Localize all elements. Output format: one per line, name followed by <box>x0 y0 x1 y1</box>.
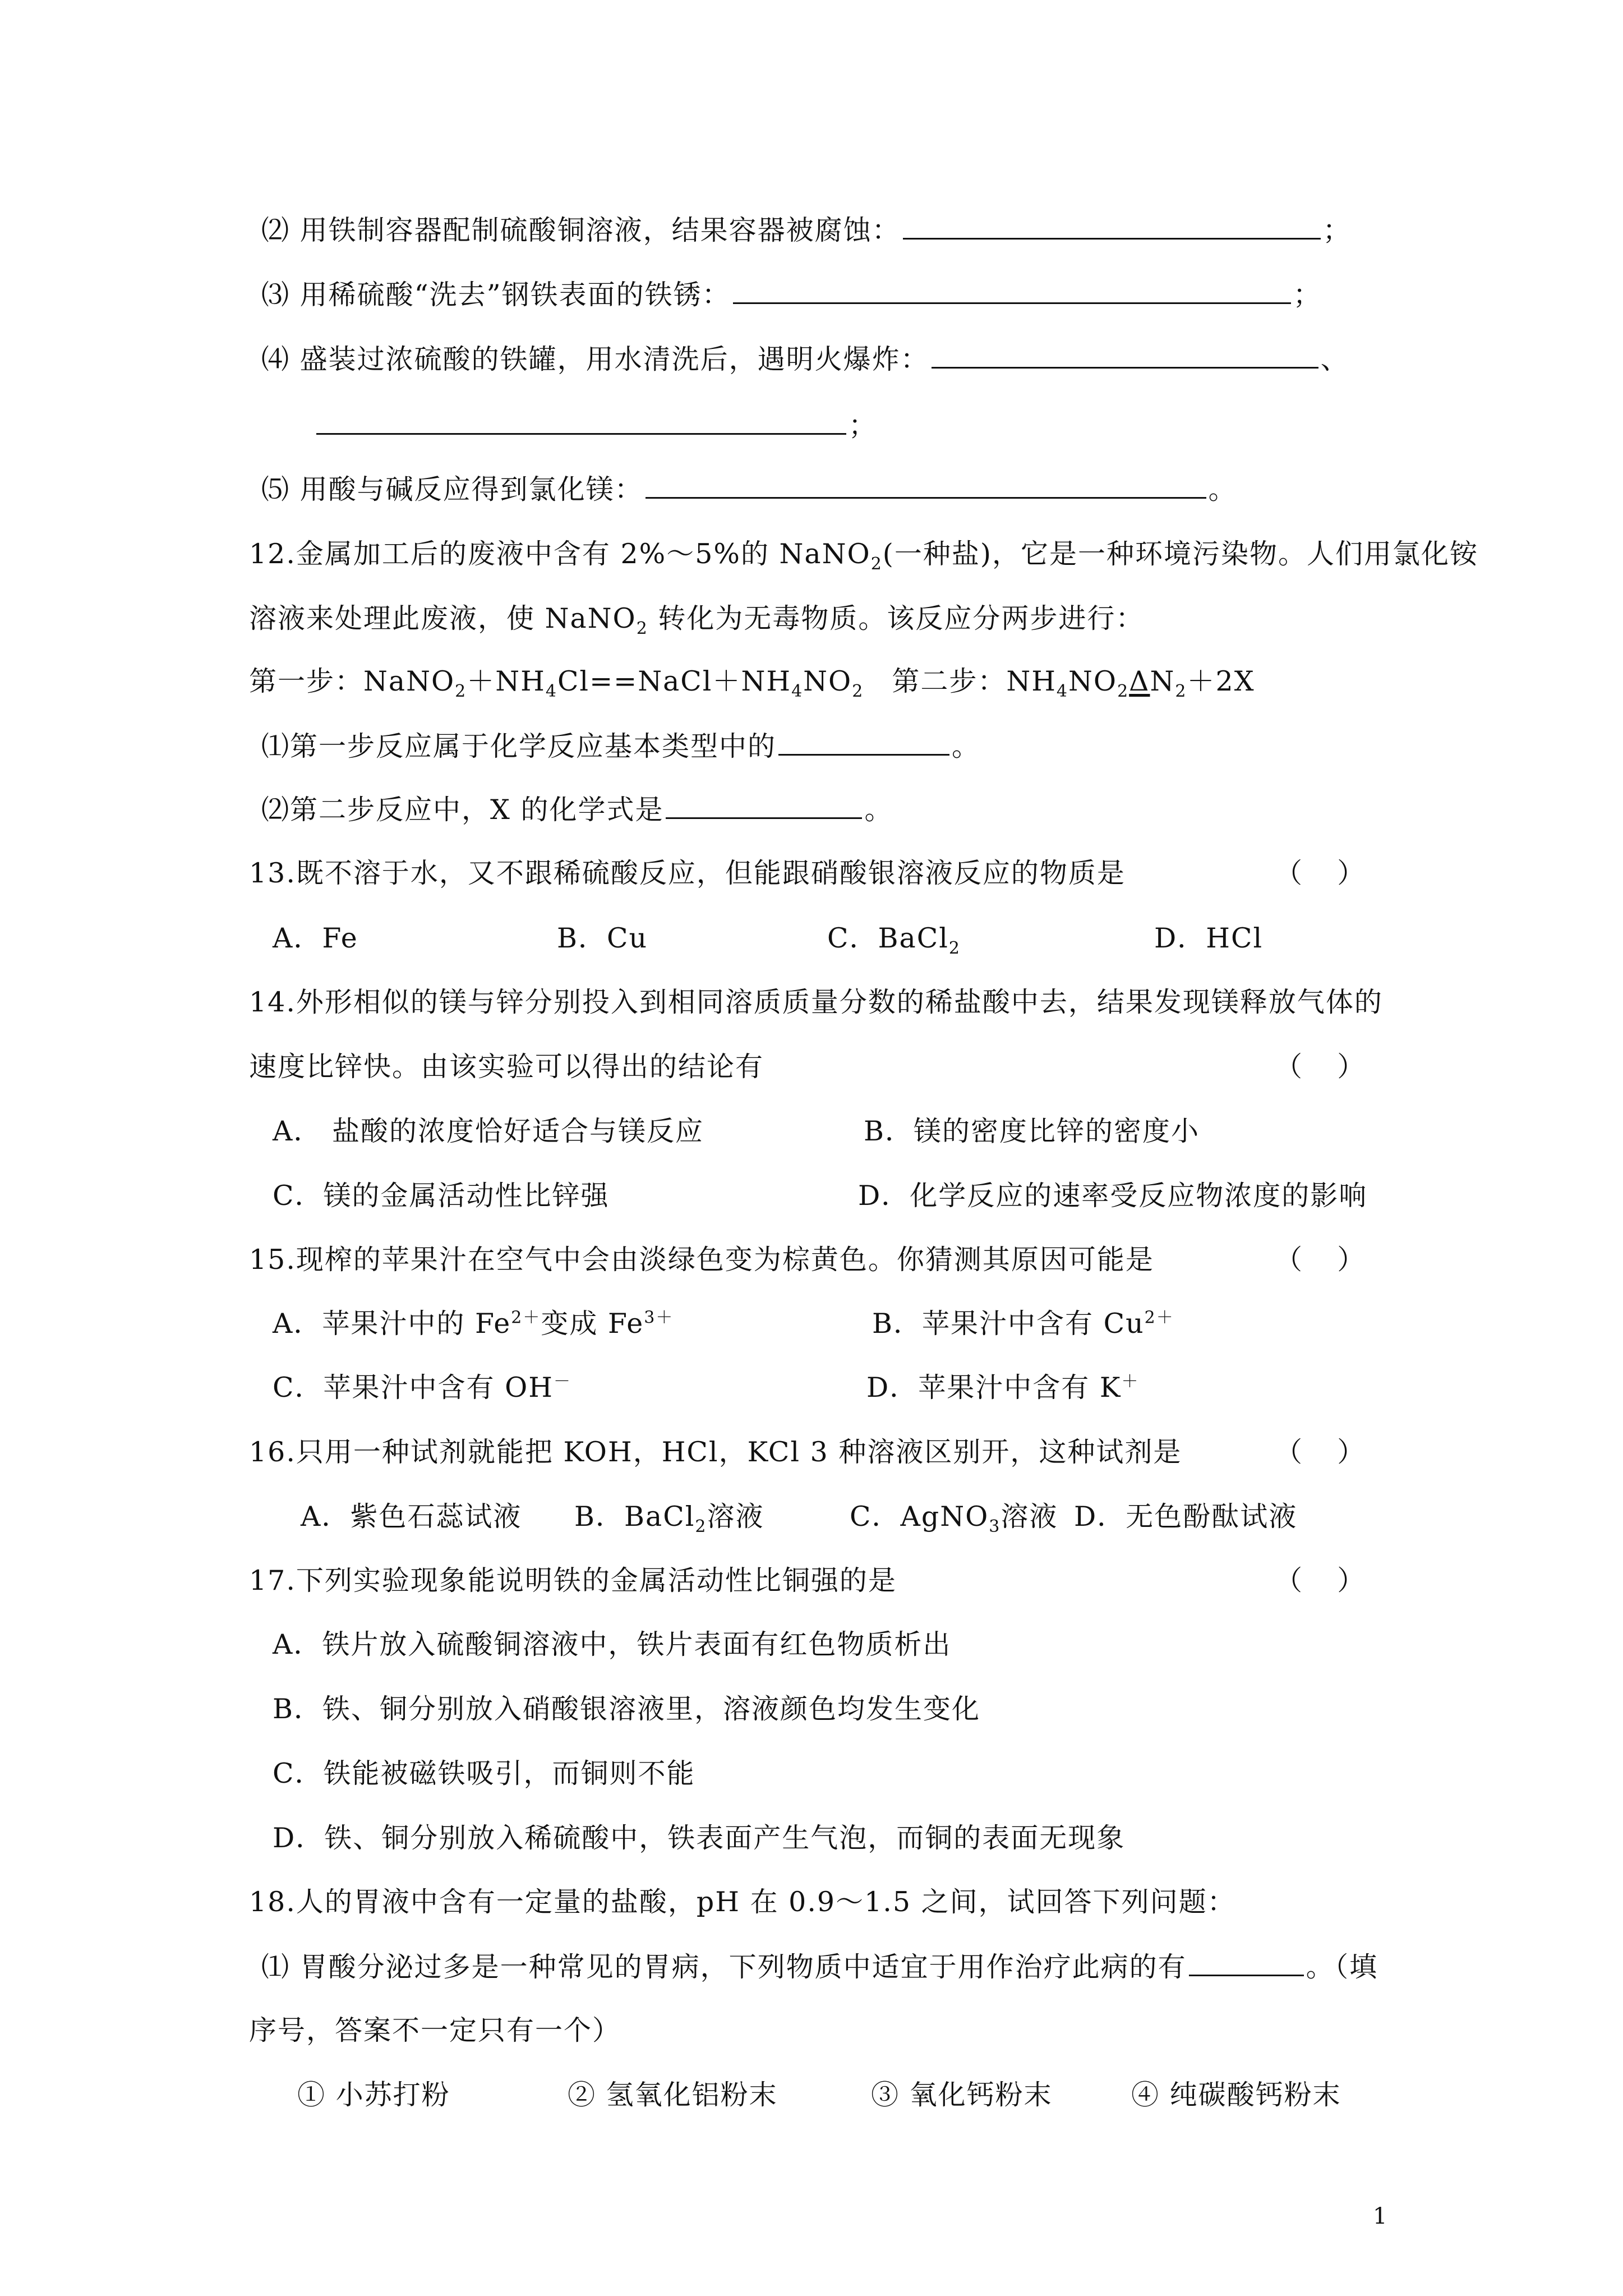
q12-text: 转化为无毒物质。该反应分两步进行： <box>648 602 1145 634</box>
q15-answer-parens[interactable]: （ ） <box>1275 1244 1365 1276</box>
q13-option-a[interactable]: A．Fe <box>273 922 358 954</box>
q16-answer-parens[interactable]: （ ） <box>1275 1436 1365 1468</box>
q18-choice-3[interactable]: ③ 氧化钙粉末 <box>871 2079 1053 2111</box>
superscript: － <box>553 1372 571 1392</box>
step1-text: ＋NH <box>467 665 546 697</box>
option-text: C．AgNO <box>850 1501 989 1533</box>
q14-option-a[interactable]: A． 盐酸的浓度恰好适合与镁反应 <box>273 1115 704 1147</box>
step2-text: ＋2X <box>1187 665 1255 697</box>
q14-option-b[interactable]: B．镁的密度比锌的密度小 <box>864 1115 1200 1147</box>
q17-stem: 17.下列实验现象能说明铁的金属活动性比铜强的是 <box>249 1565 897 1596</box>
q11-part2-end: ； <box>1322 214 1352 246</box>
q12-text: 溶液来处理此废液，使 NaNO <box>249 602 637 634</box>
step2-text: N <box>1150 665 1175 697</box>
q17-option-c[interactable]: C．铁能被磁铁吸引，而铜则不能 <box>273 1757 695 1789</box>
answer-blank[interactable] <box>932 342 1318 369</box>
subscript: 2 <box>948 938 961 958</box>
q12-sub2-text: ⑵第二步反应中，X 的化学式是 <box>261 794 664 826</box>
q17-option-d[interactable]: D．铁、铜分别放入稀硫酸中，铁表面产生气泡，而铜的表面无现象 <box>273 1822 1126 1854</box>
q18-sub1 <box>261 1950 1378 1984</box>
q16-option-a[interactable]: A．紫色石蕊试液 <box>301 1501 522 1533</box>
q11-part4-text: ⑷ 盛装过浓硫酸的铁罐，用水清洗后，遇明火爆炸： <box>261 343 929 375</box>
q11-part4-end: 、 <box>1320 343 1349 375</box>
q11-part4-cont-end: ； <box>849 409 878 441</box>
option-text: C．BaCl <box>827 922 949 954</box>
q11-part2-text: ⑵ 用铁制容器配制硫酸铜溶液，结果容器被腐蚀： <box>261 214 901 246</box>
q11-part2 <box>261 213 1352 247</box>
q16-option-b[interactable] <box>574 1500 764 1534</box>
q16-stem: 16.只用一种试剂就能把 KOH，HCl，KCl 3 种溶液区别开，这种试剂是 <box>249 1436 1182 1468</box>
q11-part5-text: ⑸ 用酸与碱反应得到氯化镁： <box>261 473 643 505</box>
option-text: D．苹果汁中含有 K <box>866 1372 1122 1404</box>
subscript: 2 <box>1175 681 1187 701</box>
q12-sub2 <box>261 793 893 827</box>
answer-blank[interactable] <box>778 729 949 756</box>
option-text: C．苹果汁中含有 OH <box>273 1372 554 1404</box>
q14-answer-parens[interactable]: （ ） <box>1275 1051 1365 1083</box>
q16-option-d[interactable]: D．无色酚酞试液 <box>1074 1501 1298 1533</box>
option-text: 变成 Fe <box>541 1308 644 1340</box>
q11-part5 <box>261 472 1237 507</box>
option-text: 溶液 <box>1000 1501 1058 1533</box>
q12-sub1 <box>261 729 980 763</box>
superscript: ＋ <box>1121 1372 1140 1392</box>
q18-sub1-text: ⑴ 胃酸分泌过多是一种常见的胃病，下列物质中适宜于用作治疗此病的有 <box>261 1951 1187 1983</box>
step2-text: 第二步：NH <box>892 665 1057 697</box>
subscript: 3 <box>989 1516 1001 1536</box>
q12-text: 12.金属加工后的废液中含有 2%～5%的 NaNO <box>249 538 871 570</box>
step1-text: NO <box>803 665 852 697</box>
q11-part4 <box>261 342 1349 376</box>
q16-option-c[interactable] <box>850 1500 1058 1534</box>
q18-choice-1[interactable]: ① 小苏打粉 <box>297 2079 450 2111</box>
subscript: 2 <box>455 681 467 701</box>
q15-option-b[interactable] <box>872 1307 1174 1341</box>
q11-part5-end: 。 <box>1208 473 1237 505</box>
subscript: 2 <box>870 554 883 574</box>
q13-option-c[interactable] <box>827 922 961 958</box>
superscript: 2＋ <box>511 1308 541 1328</box>
q12-text: (一种盐)，它是一种环境污染物。人们用氯化铵 <box>882 538 1479 570</box>
step1-text: Cl==NaCl＋NH <box>557 665 792 697</box>
q14-option-c[interactable]: C．镁的金属活动性比锌强 <box>273 1180 610 1212</box>
page-number: 1 <box>1373 2203 1387 2229</box>
q15-stem: 15.现榨的苹果汁在空气中会由淡绿色变为棕黄色。你猜测其原因可能是 <box>249 1244 1154 1276</box>
answer-blank[interactable] <box>316 408 846 435</box>
option-text: 溶液 <box>707 1501 764 1533</box>
step1-text: 第一步：NaNO <box>249 665 455 697</box>
q17-option-b[interactable]: B．铁、铜分别放入硝酸银溶液里，溶液颜色均发生变化 <box>273 1693 981 1725</box>
answer-blank[interactable] <box>733 278 1291 304</box>
option-text: A．苹果汁中的 Fe <box>273 1308 511 1340</box>
q18-choice-4[interactable]: ④ 纯碳酸钙粉末 <box>1131 2079 1341 2111</box>
q15-option-d[interactable] <box>866 1371 1139 1405</box>
q13-option-d[interactable]: D．HCl <box>1154 922 1264 954</box>
q13-answer-parens[interactable]: （ ） <box>1275 857 1365 889</box>
q11-part3 <box>261 278 1322 312</box>
superscript: 2＋ <box>1144 1308 1174 1328</box>
q13-option-b[interactable]: B．Cu <box>557 922 648 954</box>
q15-option-a[interactable] <box>273 1307 674 1341</box>
q12-stem-line1 <box>249 537 1479 574</box>
q14-stem-line2: 速度比锌快。由该实验可以得出的结论有 <box>249 1051 764 1083</box>
subscript: 2 <box>636 618 648 638</box>
superscript: 3＋ <box>644 1308 674 1328</box>
q12-sub1-end: 。 <box>952 730 981 762</box>
subscript: 2 <box>695 1516 707 1536</box>
q12-stem-line2 <box>249 602 1144 636</box>
step2-text: NO <box>1068 665 1118 697</box>
q12-sub2-end: 。 <box>864 794 893 826</box>
option-text: B．BaCl <box>574 1501 695 1533</box>
q18-stem: 18.人的胃液中含有一定量的盐酸，pH 在 0.9～1.5 之间，试回答下列问题： <box>249 1886 1236 1918</box>
q18-choice-2[interactable]: ② 氢氧化铝粉末 <box>568 2079 778 2111</box>
q17-option-a[interactable]: A．铁片放入硫酸铜溶液中，铁片表面有红色物质析出 <box>273 1628 952 1660</box>
q11-part4-continued <box>314 408 877 443</box>
heat-delta-symbol: Δ <box>1129 665 1150 697</box>
q18-sub1-end: 。（填 <box>1306 1951 1378 1983</box>
q13-stem: 13.既不溶于水，又不跟稀硫酸反应，但能跟硝酸银溶液反应的物质是 <box>249 857 1126 889</box>
subscript: 4 <box>545 681 557 701</box>
answer-blank[interactable] <box>1189 1950 1304 1976</box>
answer-blank[interactable] <box>903 213 1321 240</box>
q14-stem-line1: 14.外形相似的镁与锌分别投入到相同溶质质量分数的稀盐酸中去，结果发现镁释放气体的 <box>249 986 1383 1018</box>
q14-option-d[interactable]: D．化学反应的速率受反应物浓度的影响 <box>858 1180 1368 1212</box>
q18-sub1-continued: 序号，答案不一定只有一个） <box>249 2014 621 2046</box>
subscript: 2 <box>1117 681 1129 701</box>
subscript: 4 <box>1056 681 1069 701</box>
subscript: 2 <box>852 681 864 701</box>
option-text: B．苹果汁中含有 Cu <box>872 1308 1145 1340</box>
q12-reaction-steps <box>249 665 1255 701</box>
q17-answer-parens[interactable]: （ ） <box>1275 1565 1365 1596</box>
q11-part3-end: ； <box>1293 279 1322 311</box>
q11-part3-text: ⑶ 用稀硫酸“洗去”钢铁表面的铁锈： <box>261 279 731 311</box>
answer-blank[interactable] <box>645 472 1206 499</box>
q15-option-c[interactable] <box>273 1371 571 1405</box>
q12-sub1-text: ⑴第一步反应属于化学反应基本类型中的 <box>261 730 777 762</box>
subscript: 4 <box>791 681 804 701</box>
answer-blank[interactable] <box>666 793 862 819</box>
